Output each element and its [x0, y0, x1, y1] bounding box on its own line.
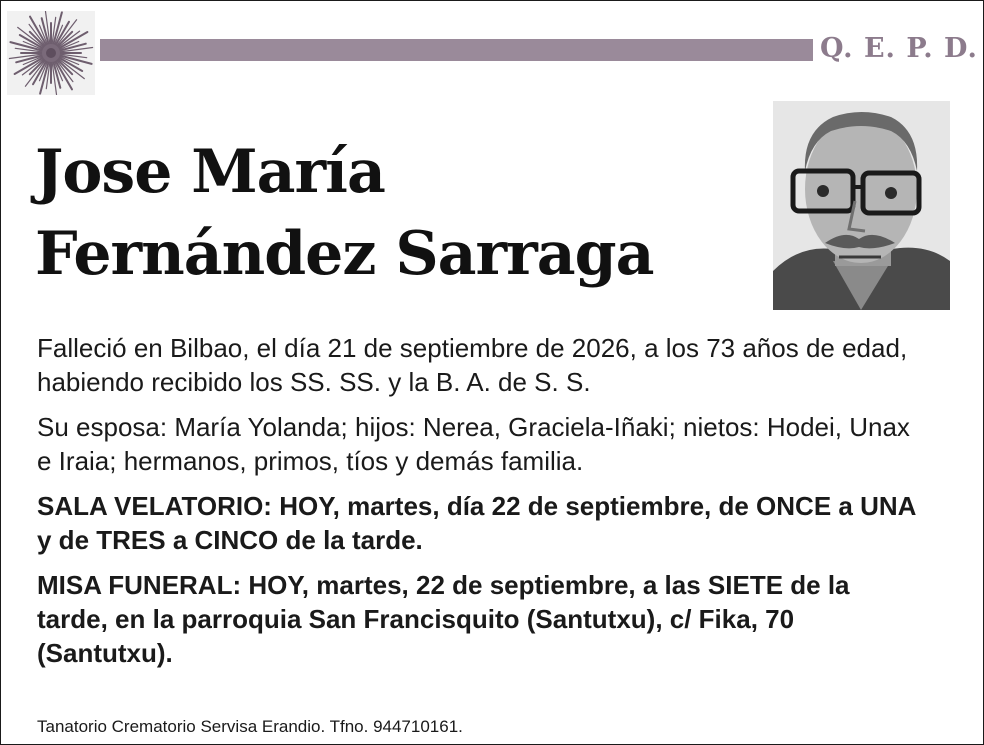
funeral-mass-info: MISA FUNERAL: HOY, martes, 22 de septiembre, a las SIETE de la tarde, en la parroquia San Francisquito (Santutxu), c/ Fika, 70 (Santutxu). — [37, 570, 850, 668]
portrait-photo — [773, 101, 950, 310]
name-line-1: Jose María — [35, 137, 385, 207]
qepd-heading: Q. E. P. D. — [820, 33, 978, 64]
family-list: Su esposa: María Yolanda; hijos: Nerea, Graciela-Iñaki; nietos: Hodei, Unax e Iraia; hermanos, primos, tíos y demás familia. — [37, 412, 910, 476]
name-line-2: Fernández Sarraga — [35, 219, 654, 289]
funeral-home-contact: Tanatorio Crematorio Servisa Erandio. Tfno. 944710161. — [37, 717, 463, 736]
thistle-flower-icon — [7, 11, 95, 95]
header-bar — [100, 39, 813, 61]
death-details: Falleció en Bilbao, el día 21 de septiembre de 2026, a los 73 años de edad, habiendo recibido los SS. SS. y la B. A. de S. S. — [37, 333, 908, 397]
wake-info: SALA VELATORIO: HOY, martes, día 22 de septiembre, de ONCE a UNA y de TRES a CINCO de la tarde. — [37, 491, 916, 555]
notice-body — [37, 331, 927, 681]
deceased-name — [35, 131, 755, 295]
